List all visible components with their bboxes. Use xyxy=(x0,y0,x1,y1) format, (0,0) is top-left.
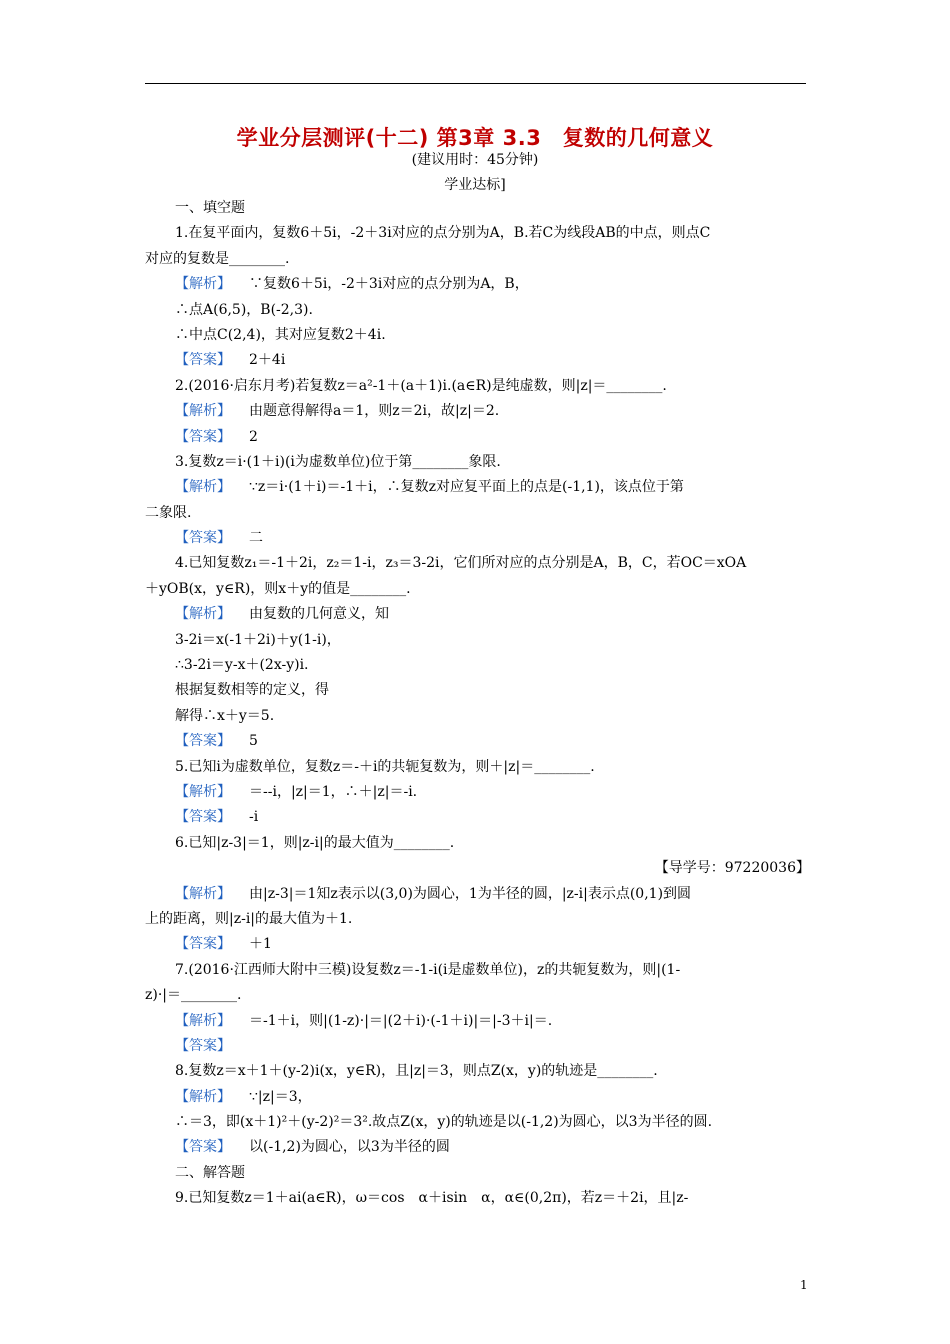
line-text: ∴3-2i＝y-x＋(2x-y)i. xyxy=(175,657,309,674)
line-text: 2.(2016·启东月考)若复数z＝a²-1＋(a＋1)i.(a∈R)是纯虚数，则|z|＝________. xyxy=(175,377,667,394)
line-text: 3.复数z＝i·(1＋i)(i为虚数单位)位于第________象限. xyxy=(175,453,501,470)
text-line xyxy=(145,221,810,246)
line-text: 二、解答题 xyxy=(175,1164,245,1181)
line-text: 二 xyxy=(249,530,263,547)
text-line xyxy=(145,323,810,348)
header-rule xyxy=(145,83,806,84)
line-text: 5.已知i为虚数单位，复数z＝-＋i的共轭复数为，则＋|z|＝________. xyxy=(175,758,595,775)
text-line xyxy=(145,780,810,805)
line-text: 由复数的几何意义，知 xyxy=(249,606,389,623)
text-line xyxy=(145,983,810,1008)
line-text: 二象限. xyxy=(145,504,192,521)
line-text: 9.已知复数z＝1＋ai(a∈R)，ω＝cos α＋isin α，α∈(0,2π)，若z＝＋2i，且|z- xyxy=(175,1190,689,1207)
answer-tag: 【解析】 xyxy=(175,1088,231,1105)
answer-tag: 【解析】 xyxy=(175,403,231,420)
line-text: 2＋4i xyxy=(249,352,286,369)
page-subtitle: (建议用时：45分钟) xyxy=(411,152,539,168)
line-text: ＋yOB(x，y∈R)，则x＋y的值是________. xyxy=(145,580,411,597)
answer-tag: 【解析】 xyxy=(175,606,231,623)
answer-tag: 【答案】 xyxy=(175,530,231,547)
line-text: 5 xyxy=(249,733,258,750)
answer-tag: 【答案】 xyxy=(175,1037,231,1054)
line-text: 2 xyxy=(249,428,258,445)
line-text: 【导学号：97220036】 xyxy=(654,860,810,877)
text-line xyxy=(145,907,810,932)
text-line xyxy=(145,653,810,678)
answer-tag: 【答案】 xyxy=(175,352,231,369)
page-number: 1 xyxy=(800,1278,808,1292)
text-line xyxy=(145,1186,810,1211)
text-line xyxy=(145,501,810,526)
line-text: 一、填空题 xyxy=(175,200,245,216)
line-text: ∴中点C(2,4)，其对应复数2＋4i. xyxy=(175,326,386,343)
text-line xyxy=(145,425,810,450)
line-text: ＝--i，|z|＝1，∴＋|z|＝-i. xyxy=(249,783,418,800)
text-line xyxy=(145,450,810,475)
text-line xyxy=(145,882,810,907)
line-text: 8.复数z＝x＋1＋(y-2)i(x，y∈R)，且|z|＝3，则点Z(x，y)的轨迹是________. xyxy=(175,1063,658,1080)
text-line xyxy=(145,348,810,373)
text-line xyxy=(145,602,810,627)
line-text: ∵z＝i·(1＋i)＝-1＋i，∴复数z对应复平面上的点是(-1,1)，该点位于第 xyxy=(249,479,684,496)
line-text: ∵|z|＝3， xyxy=(249,1088,312,1105)
line-text: 对应的复数是________. xyxy=(145,250,290,267)
text-line xyxy=(145,1059,810,1084)
text-line xyxy=(145,1161,810,1186)
answer-tag: 【答案】 xyxy=(175,936,231,953)
line-text: 7.(2016·江西师大附中三模)设复数z＝-1-i(i是虚数单位)，z的共轭复数为，则|(1- xyxy=(175,961,681,978)
answer-tag: 【答案】 xyxy=(175,733,231,750)
line-text: ＋1 xyxy=(249,936,272,953)
text-line xyxy=(145,958,810,983)
line-text: -i xyxy=(249,809,259,826)
line-text: z)·|＝________. xyxy=(145,987,242,1004)
text-line xyxy=(145,1135,810,1160)
line-text: ＝-1＋i，则|(1-z)·|＝|(2＋i)·(-1＋i)|＝|-3＋i|＝. xyxy=(249,1012,553,1029)
line-text: 上的距离，则|z-i|的最大值为＋1. xyxy=(145,910,353,927)
answer-tag: 【解析】 xyxy=(175,479,231,496)
text-line xyxy=(145,526,810,551)
text-line xyxy=(145,831,810,856)
section-label: 学业达标] xyxy=(444,177,506,193)
line-text: 根据复数相等的定义，得 xyxy=(175,682,329,699)
text-line xyxy=(145,805,810,830)
line-text: 解得∴x＋y＝5. xyxy=(175,707,275,724)
text-line xyxy=(145,1085,810,1110)
line-text: 6.已知|z-3|＝1，则|z-i|的最大值为________. xyxy=(175,834,455,851)
document-body xyxy=(145,196,810,1212)
text-line xyxy=(145,1009,810,1034)
text-line xyxy=(145,1110,810,1135)
text-line xyxy=(145,298,810,323)
text-line xyxy=(145,399,810,424)
text-line xyxy=(145,932,810,957)
text-line xyxy=(145,678,810,703)
answer-tag: 【解析】 xyxy=(175,276,231,293)
answer-tag: 【答案】 xyxy=(175,809,231,826)
text-line xyxy=(145,272,810,297)
line-text: 4.已知复数z₁＝-1＋2i，z₂＝1-i，z₃＝3-2i，它们所对应的点分别是A，B，C，若OC＝xOA xyxy=(175,555,747,572)
line-text: ∴点A(6,5)，B(-2,3). xyxy=(175,301,313,318)
line-text: 由|z-3|＝1知z表示以(3,0)为圆心，1为半径的圆，|z-i|表示点(0,1)到圆 xyxy=(249,885,692,902)
line-text: 1.在复平面内，复数6＋5i，-2＋3i对应的点分别为A，B.若C为线段AB的中点，则点C xyxy=(175,225,711,242)
answer-tag: 【解析】 xyxy=(175,783,231,800)
answer-tag: 【解析】 xyxy=(175,885,231,902)
text-line xyxy=(145,1034,810,1059)
line-text: ∴＝3，即(x＋1)²＋(y-2)²＝3².故点Z(x，y)的轨迹是以(-1,2)为圆心，以3为半径的圆. xyxy=(175,1114,713,1131)
answer-tag: 【答案】 xyxy=(175,1139,231,1156)
answer-tag: 【答案】 xyxy=(175,428,231,445)
line-text: ∵复数6＋5i，-2＋3i对应的点分别为A，B， xyxy=(249,276,529,293)
text-line xyxy=(145,196,810,221)
page-title: 学业分层测评(十二) 第3章 3.3 复数的几何意义 xyxy=(236,126,714,150)
text-line xyxy=(145,247,810,272)
text-line xyxy=(145,577,810,602)
text-line xyxy=(145,704,810,729)
text-line xyxy=(145,729,810,754)
line-text: 以(-1,2)为圆心，以3为半径的圆 xyxy=(249,1139,450,1156)
text-line xyxy=(145,374,810,399)
text-line xyxy=(145,475,810,500)
text-line xyxy=(145,628,810,653)
text-line xyxy=(145,856,810,881)
line-text: 3-2i＝x(-1＋2i)＋y(1-i)， xyxy=(175,631,341,648)
text-line xyxy=(145,755,810,780)
text-line xyxy=(145,551,810,576)
line-text: 由题意得解得a＝1，则z＝2i，故|z|＝2. xyxy=(249,403,500,420)
answer-tag: 【解析】 xyxy=(175,1012,231,1029)
